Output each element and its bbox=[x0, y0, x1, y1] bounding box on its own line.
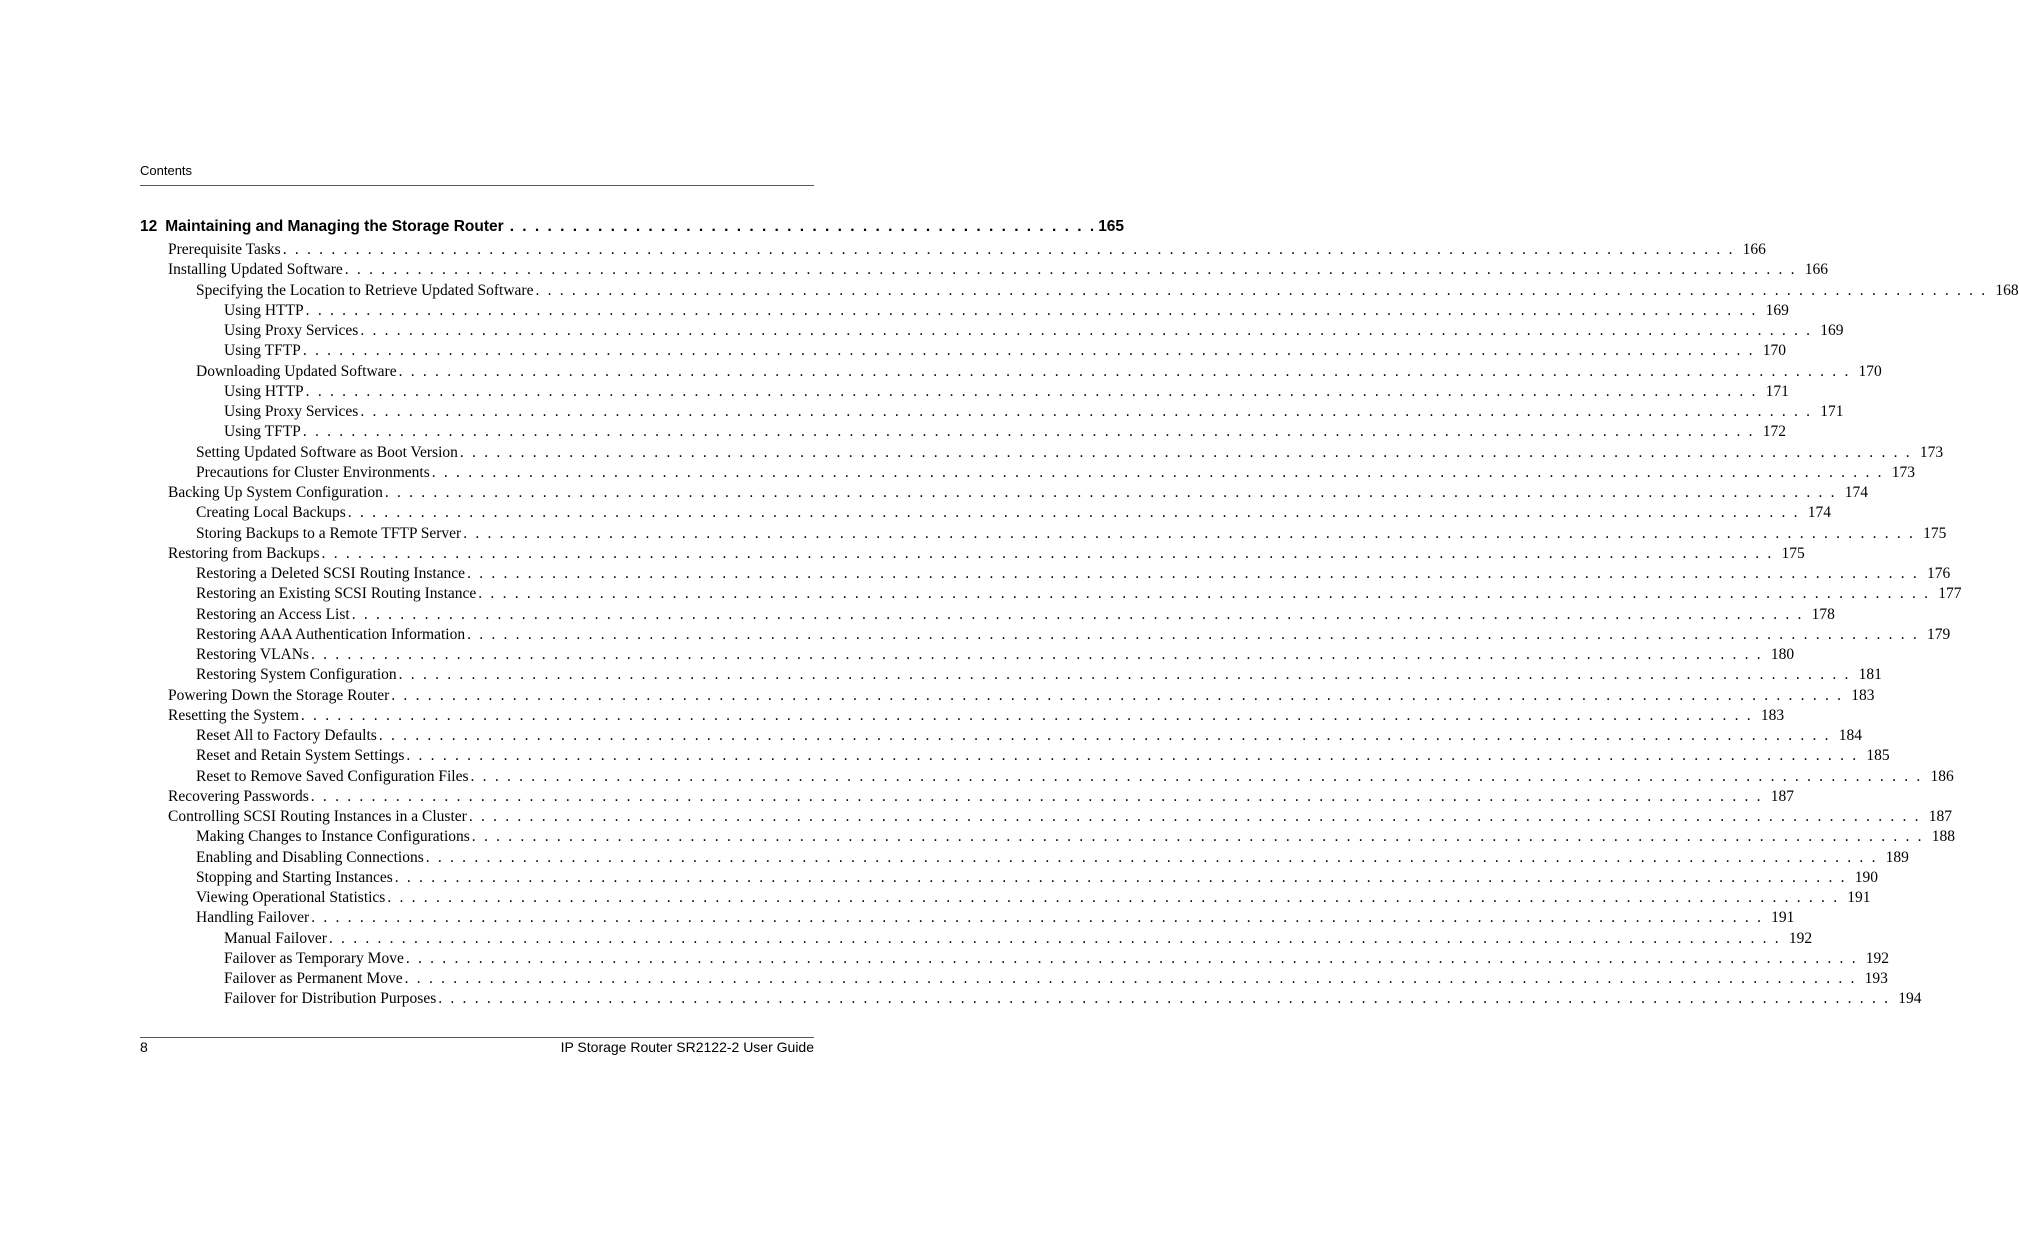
toc-entry[interactable] bbox=[168, 686, 1875, 706]
toc-entry-page: 191 bbox=[1771, 909, 1795, 926]
toc-entry-page: 188 bbox=[1931, 828, 1955, 845]
toc-entry-title: Making Changes to Instance Configurations bbox=[196, 828, 470, 845]
toc-entry-title: Restoring AAA Authentication Information bbox=[196, 626, 466, 643]
toc-entry[interactable] bbox=[196, 463, 1915, 483]
toc-entry-title: Precautions for Cluster Environments bbox=[196, 464, 430, 481]
toc-entry-title: Using HTTP bbox=[224, 302, 304, 319]
toc-entry-page: 187 bbox=[1928, 808, 1952, 825]
dot-leader: . . . . . . . . . . . . . . . . . . . . . . . . . . . . . . . . . . . . . . . . . . . . . . . . . . . . . . . . . . . . . . . . . . . . . . . . . . . . . . . . . . . . . . . . . . . . . . . . . . . . . . . . . . . . . . . . . . . . . . . . bbox=[431, 464, 1884, 481]
toc-entry[interactable] bbox=[168, 787, 1794, 807]
dot-leader: . . . . . . . . . . . . . . . . . . . . . . . . . . . . . . . . . . . . . . . . . . . . . . . . . . . . . . . . . . . . . . . . . . . . . . . . . . . . . . . . . . . . . . . . . . . . . . . . . . . . . . . . . . . . . . . . . . . . . . . . bbox=[398, 666, 1851, 683]
toc-entry-title: Failover as Permanent Move bbox=[224, 970, 403, 987]
toc-entry[interactable] bbox=[168, 706, 1785, 726]
toc-entry-page: 170 bbox=[1858, 363, 1882, 380]
toc-entry-title: Controlling SCSI Routing Instances in a Cluster bbox=[168, 808, 467, 825]
toc-entry[interactable] bbox=[224, 402, 1844, 422]
toc-entry-title: Restoring from Backups bbox=[168, 545, 320, 562]
toc-entry-page: 174 bbox=[1844, 484, 1869, 501]
dot-leader: . . . . . . . . . . . . . . . . . . . . . . . . . . . . . . . . . . . . . . . . . . . . . . . . . . . . . . . . . . . . . . . . . . . . . . . . . . . . . . . . . . . . . . . . . . . . . . . . . . . . . . . . . . . . . . . . . . . . . . . . bbox=[310, 788, 1763, 805]
dot-leader: . . . . . . . . . . . . . . . . . . . . . . . . . . . . . . . . . . . . . . . . . . . . . . . . . . . . . . . . . . . . . . . . . . . . . . . . . . . . . . . . . . . . . . . . . . . . . . . . . . . . . . . . . . . . . . . . . . . . . . . . bbox=[384, 484, 1837, 501]
toc-entry-page: 180 bbox=[1770, 646, 1795, 663]
footer-guide-title: IP Storage Router SR2122-2 User Guide bbox=[560, 1039, 814, 1055]
dot-leader: . . . . . . . . . . . . . . . . . . . . . . . . . . . . . . . . . . . . . . . . . . . . . . . . . . . . . . . . . . . . . . . . . . . . . . . . . . . . . . . . . . . . . . . . . . . . . . . . . . . . . . . . . . . . . . . . . . . . . . . . bbox=[328, 930, 1781, 947]
dot-leader: . . . . . . . . . . . . . . . . . . . . . . . . . . . . . . . . . . . . . . . . . . . . . . . . . . . . . . . . . . . . . . . . . . . . . . . . . . . . . . . . . . . . . . . . . . . . . . . . . . . . . . . . . . . . . . . . . . . . . . . . bbox=[351, 606, 1804, 623]
toc-entry[interactable] bbox=[196, 645, 1795, 665]
dot-leader: . . . . . . . . . . . . . . . . . . . . . . . . . . . . . . . . . . . . . . . . . . . . . . . . . . . . . . . . . . . . . . . . . . . . . . . . . . . . . . . . . . . . . . . . . . . . . . . . . . . . . . . . . . . . . . . . . . . . . . . . bbox=[467, 626, 1920, 643]
header-rule bbox=[140, 185, 814, 186]
chapter-title: Maintaining and Managing the Storage Router bbox=[165, 218, 504, 235]
toc-entry-page: 186 bbox=[1930, 768, 1954, 785]
toc-entry[interactable] bbox=[196, 605, 1835, 625]
dot-leader: . . . . . . . . . . . . . . . . . . . . . . . . . . . . . . . . . . . . . . . . . . . . . . . . . . . . . . . . . . . . . . . . . . . . . . . . . . . . . . . . . . . . . . . . . . . . . . . . . . . . . . . . . . . . . . . . . . . . . . . . bbox=[344, 261, 1797, 278]
toc-entry-page: 172 bbox=[1762, 423, 1786, 440]
toc-entry[interactable] bbox=[196, 281, 2019, 301]
toc-entry[interactable] bbox=[196, 827, 1955, 847]
dot-leader: . . . . . . . . . . . . . . . . . . . . . . . . . . . . . . . . . . . . . . . . . . . . . . . . . . . . . . . . . . . . . . . . . . . . . . . . . . . . . . . . . . . . . . . . . . . . . . . . . . . . . . . . . . . . . . . . . . . . . . . . bbox=[406, 747, 1859, 764]
dot-leader: . . . . . . . . . . . . . . . . . . . . . . . . . . . . . . . . . . . . . . . . . . . . . . . . . . . . . . . . . . . . . . . . . . . . . . . . . . . . . . . . . . . . . . . . . . . . . . . . . . . . . . . . . . . . . . . . . . . . . . . . bbox=[398, 363, 1851, 380]
toc-entry-title: Restoring an Access List bbox=[196, 606, 350, 623]
footer-page-number: 8 bbox=[140, 1039, 148, 1055]
toc-entry[interactable] bbox=[196, 767, 1954, 787]
toc-entry-title: Restoring System Configuration bbox=[196, 666, 397, 683]
dot-leader: . . . . . . . . . . . . . . . . . . . . . . . . . . . . . . . . . . . . . . . . . . . . . . . . . . . . . . . . . . . . . . . . . . . . . . . . . . . . . . . . . . . . . . . . . . . . . . . . . . . . . . . . . . . . . . . . . . . . . . . . bbox=[305, 302, 1758, 319]
toc-entry-page: 170 bbox=[1762, 342, 1786, 359]
toc-entry-title: Restoring an Existing SCSI Routing Instance bbox=[196, 585, 477, 602]
toc-entry[interactable] bbox=[168, 807, 1952, 827]
toc-entry-title: Backing Up System Configuration bbox=[168, 484, 383, 501]
toc-entry[interactable] bbox=[168, 240, 1766, 260]
toc-entry-title: Resetting the System bbox=[168, 707, 299, 724]
toc-entry-title: Reset All to Factory Defaults bbox=[196, 727, 377, 744]
toc-entry-title: Using TFTP bbox=[224, 342, 301, 359]
dot-leader: . . . . . . . . . . . . . . . . . . . . . . . . . . . . . . . . . . . . . . . . . . . . . . . . . . . . . . . . . . . . . . . . . . . . . . . . . . . . . . . . . . . . . . . . . . . . . . . . . . . . . . . . . . . . . . . . . . . . . . . . bbox=[478, 585, 1931, 602]
footer-rule bbox=[140, 1037, 814, 1038]
toc-entry[interactable] bbox=[196, 726, 1862, 746]
toc-entry-page: 183 bbox=[1760, 707, 1785, 724]
toc-entry[interactable] bbox=[196, 908, 1795, 928]
dot-leader: . . . . . . . . . . . . . . . . . . . . . . . . . . . . . . . . . . . . . . . . . . . . . . . . . . . . . . . . . . . . . . . . . . . . . . . . . . . . . . . . . . . . . . . . . . . . . . . . . . . . . . . . . . . . . . . . . . . . . . . . bbox=[470, 768, 1923, 785]
toc-entry-page: 181 bbox=[1858, 666, 1882, 683]
toc-entry-title: Creating Local Backups bbox=[196, 504, 346, 521]
dot-leader: . . . . . . . . . . . . . . . . . . . . . . . . . . . . . . . . . . . . . . . . . . . . . . . . . . . . . . . . . . . . . . . . . . . . . . . . . . . . . . . . . . . . . . . . . . . . . . . . . . . . . . . . . . . . . . . . . . . . . . . . bbox=[404, 970, 1857, 987]
toc-entry[interactable] bbox=[196, 524, 1947, 544]
toc-entry-page: 192 bbox=[1865, 950, 1890, 967]
toc-entry-page: 173 bbox=[1891, 464, 1915, 481]
dot-leader: . . . . . . . . . . . . . . . . . . . . . . . . . . . . . . . . . . . . . . . . . . . . . . . . . . . . . . . . . . . . . . . . . . . . . . . . . . . . . . . . . . . . . . . . . . . . . . . . . . . . . . . . . . . . . . . . . . . . . . . . bbox=[463, 525, 1916, 542]
dot-leader: . . . . . . . . . . . . . . . . . . . . . . . . . . . . . . . . . . . . . . . . . . . . . . . . . . . . . . . . . . . . . . . . . . . . . . . . . . . . . . . . . . . . . . . . . . . . . . . . . . . . . . . . . . . . . . . . . . . . . . . . bbox=[300, 707, 1753, 724]
toc-entry[interactable] bbox=[168, 260, 1828, 280]
toc-entry[interactable] bbox=[224, 321, 1844, 341]
toc-entry-page: 183 bbox=[1851, 687, 1875, 704]
toc-entry-title: Handling Failover bbox=[196, 909, 310, 926]
toc-entry-title: Powering Down the Storage Router bbox=[168, 687, 390, 704]
dot-leader: . . . . . . . . . . . . . . . . . . . . . . . . . . . . . . . . . . . . . . . . . . . . . . . . . . . . . . . . . . . . . . . . . . . . . . . . . . . . . . . . . . . . . . . . . . . . . . . . . . . . . . . . . . . . . . . . . . . . . . . . bbox=[302, 342, 1755, 359]
dot-leader: . . . . . . . . . . . . . . . . . . . . . . . . . . . . . . . . . . . . . . . . . . . . . . . . . . . . . . . . . . . . . . . . . . . . . . . . . . . . . . . . . . . . . . . . . . . . . . . . . . . . . . . . . . . . . . . . . . . . . . . . bbox=[305, 383, 1758, 400]
toc-entry[interactable] bbox=[196, 625, 1951, 645]
toc-entry[interactable] bbox=[168, 544, 1805, 564]
dot-leader: . . . . . . . . . . . . . . . . . . . . . . . . . . . . . . . . . . . . . . . . . . . . . . . . . . . . . . . . . . . . . . . . . . . . . . . . . . . . . . . . . . . . . . . . . . . . . . . . . . . . . . . . . . . . . . . . . . . . . . . . bbox=[438, 990, 1891, 1007]
dot-leader: . . . . . . . . . . . . . . . . . . . . . . . . . . . . . . . . . . . . . . . . . . . . . . . . . . . . . . . . . . . . . . . . . . . . . . . . . . . . . . . . . . . . . . . . . . . . . . . . . . . . . . . . . . . . . . . . . . . . . . . . bbox=[459, 444, 1912, 461]
toc-entry-page: 171 bbox=[1765, 383, 1789, 400]
dot-leader: . . . . . . . . . . . . . . . . . . . . . . . . . . . . . . . . . . . . . . . . . . . . . . . bbox=[509, 218, 1097, 235]
toc-entry-page: 194 bbox=[1898, 990, 1922, 1007]
toc-entry-page: 187 bbox=[1770, 788, 1794, 805]
dot-leader: . . . . . . . . . . . . . . . . . . . . . . . . . . . . . . . . . . . . . . . . . . . . . . . . . . . . . . . . . . . . . . . . . . . . . . . . . . . . . . . . . . . . . . . . . . . . . . . . . . . . . . . . . . . . . . . . . . . . . . . . bbox=[321, 545, 1774, 562]
toc-entry-title: Using Proxy Services bbox=[224, 322, 359, 339]
toc-entry-page: 166 bbox=[1742, 241, 1766, 258]
toc-entry-page: 176 bbox=[1927, 565, 1951, 582]
toc-entry[interactable] bbox=[224, 989, 1922, 1009]
dot-leader: . . . . . . . . . . . . . . . . . . . . . . . . . . . . . . . . . . . . . . . . . . . . . . . . . . . . . . . . . . . . . . . . . . . . . . . . . . . . . . . . . . . . . . . . . . . . . . . . . . . . . . . . . . . . . . . . . . . . . . . . bbox=[394, 869, 1847, 886]
toc-entry-title: Recovering Passwords bbox=[168, 788, 309, 805]
toc-entry[interactable] bbox=[196, 888, 1871, 908]
chapter-page: 165 bbox=[1098, 218, 1125, 235]
toc-entry-title: Using HTTP bbox=[224, 383, 304, 400]
dot-leader: . . . . . . . . . . . . . . . . . . . . . . . . . . . . . . . . . . . . . . . . . . . . . . . . . . . . . . . . . . . . . . . . . . . . . . . . . . . . . . . . . . . . . . . . . . . . . . . . . . . . . . . . . . . . . . . . . . . . . . . . bbox=[468, 808, 1921, 825]
toc-entry-title: Restoring VLANs bbox=[196, 646, 309, 663]
toc-entry-page: 175 bbox=[1781, 545, 1805, 562]
toc-entry[interactable] bbox=[224, 929, 1813, 949]
toc-entry-title: Using TFTP bbox=[224, 423, 301, 440]
toc-entry[interactable] bbox=[196, 584, 1962, 604]
toc-entry-title: Downloading Updated Software bbox=[196, 363, 397, 380]
toc-entry-page: 179 bbox=[1927, 626, 1951, 643]
toc-entry-page: 190 bbox=[1854, 869, 1878, 886]
dot-leader: . . . . . . . . . . . . . . . . . . . . . . . . . . . . . . . . . . . . . . . . . . . . . . . . . . . . . . . . . . . . . . . . . . . . . . . . . . . . . . . . . . . . . . . . . . . . . . . . . . . . . . . . . . . . . . . . . . . . . . . . bbox=[387, 889, 1840, 906]
toc-entry-page: 169 bbox=[1765, 302, 1789, 319]
toc-entry-page: 178 bbox=[1811, 606, 1835, 623]
toc-entry-page: 175 bbox=[1923, 525, 1947, 542]
toc-entry-title: Storing Backups to a Remote TFTP Server bbox=[196, 525, 462, 542]
chapter-entry[interactable] bbox=[140, 218, 1125, 240]
dot-leader: . . . . . . . . . . . . . . . . . . . . . . . . . . . . . . . . . . . . . . . . . . . . . . . . . . . . . . . . . . . . . . . . . . . . . . . . . . . . . . . . . . . . . . . . . . . . . . . . . . . . . . . . . . . . . . . . . . . . . . . . bbox=[378, 727, 1831, 744]
toc-entry-page: 184 bbox=[1838, 727, 1862, 744]
toc-entry-title: Using Proxy Services bbox=[224, 403, 359, 420]
toc-entry-page: 168 bbox=[1995, 282, 2019, 299]
toc-entry[interactable] bbox=[224, 301, 1789, 321]
dot-leader: . . . . . . . . . . . . . . . . . . . . . . . . . . . . . . . . . . . . . . . . . . . . . . . . . . . . . . . . . . . . . . . . . . . . . . . . . . . . . . . . . . . . . . . . . . . . . . . . . . . . . . . . . . . . . . . . . . . . . . . . bbox=[347, 504, 1800, 521]
toc-entry[interactable] bbox=[196, 848, 1909, 868]
toc-entry[interactable] bbox=[196, 362, 1882, 382]
toc-entry-title: Reset to Remove Saved Configuration Files bbox=[196, 768, 469, 785]
dot-leader: . . . . . . . . . . . . . . . . . . . . . . . . . . . . . . . . . . . . . . . . . . . . . . . . . . . . . . . . . . . . . . . . . . . . . . . . . . . . . . . . . . . . . . . . . . . . . . . . . . . . . . . . . . . . . . . . . . . . . . . . bbox=[282, 241, 1735, 258]
dot-leader: . . . . . . . . . . . . . . . . . . . . . . . . . . . . . . . . . . . . . . . . . . . . . . . . . . . . . . . . . . . . . . . . . . . . . . . . . . . . . . . . . . . . . . . . . . . . . . . . . . . . . . . . . . . . . . . . . . . . . . . . bbox=[467, 565, 1919, 582]
toc-entry-title: Setting Updated Software as Boot Version bbox=[196, 444, 458, 461]
dot-leader: . . . . . . . . . . . . . . . . . . . . . . . . . . . . . . . . . . . . . . . . . . . . . . . . . . . . . . . . . . . . . . . . . . . . . . . . . . . . . . . . . . . . . . . . . . . . . . . . . . . . . . . . . . . . . . . . . . . . . . . . bbox=[391, 687, 1844, 704]
toc-entry-page: 173 bbox=[1919, 444, 1944, 461]
chapter-number: 12 bbox=[140, 218, 158, 235]
toc-entry[interactable] bbox=[196, 564, 1951, 584]
toc-entry-page: 189 bbox=[1885, 849, 1909, 866]
toc-entry[interactable] bbox=[196, 443, 1944, 463]
toc-entry-page: 177 bbox=[1938, 585, 1962, 602]
toc-entry-page: 174 bbox=[1807, 504, 1831, 521]
toc-entry-title: Failover for Distribution Purposes bbox=[224, 990, 437, 1007]
toc-entry[interactable] bbox=[196, 503, 1831, 523]
toc-entry[interactable] bbox=[196, 746, 1890, 766]
dot-leader: . . . . . . . . . . . . . . . . . . . . . . . . . . . . . . . . . . . . . . . . . . . . . . . . . . . . . . . . . . . . . . . . . . . . . . . . . . . . . . . . . . . . . . . . . . . . . . . . . . . . . . . . . . . . . . . . . . . . . . . . bbox=[425, 849, 1878, 866]
dot-leader: . . . . . . . . . . . . . . . . . . . . . . . . . . . . . . . . . . . . . . . . . . . . . . . . . . . . . . . . . . . . . . . . . . . . . . . . . . . . . . . . . . . . . . . . . . . . . . . . . . . . . . . . . . . . . . . . . . . . . . . . bbox=[405, 950, 1858, 967]
toc-entry-title: Installing Updated Software bbox=[168, 261, 343, 278]
toc-entry-title: Failover as Temporary Move bbox=[224, 950, 404, 967]
toc-entry-page: 192 bbox=[1788, 930, 1813, 947]
toc-entry-page: 171 bbox=[1820, 403, 1844, 420]
toc-entry[interactable] bbox=[224, 969, 1888, 989]
dot-leader: . . . . . . . . . . . . . . . . . . . . . . . . . . . . . . . . . . . . . . . . . . . . . . . . . . . . . . . . . . . . . . . . . . . . . . . . . . . . . . . . . . . . . . . . . . . . . . . . . . . . . . . . . . . . . . . . . . . . . . . . bbox=[310, 646, 1763, 663]
toc-entry[interactable] bbox=[224, 341, 1786, 361]
toc-entry-page: 185 bbox=[1866, 747, 1890, 764]
dot-leader: . . . . . . . . . . . . . . . . . . . . . . . . . . . . . . . . . . . . . . . . . . . . . . . . . . . . . . . . . . . . . . . . . . . . . . . . . . . . . . . . . . . . . . . . . . . . . . . . . . . . . . . . . . . . . . . . . . . . . . . . bbox=[302, 423, 1755, 440]
toc-entry[interactable] bbox=[196, 665, 1882, 685]
toc-entry-title: Specifying the Location to Retrieve Updated Software bbox=[196, 282, 534, 299]
toc-entry[interactable] bbox=[224, 422, 1786, 442]
toc-entry-page: 169 bbox=[1820, 322, 1844, 339]
dot-leader: . . . . . . . . . . . . . . . . . . . . . . . . . . . . . . . . . . . . . . . . . . . . . . . . . . . . . . . . . . . . . . . . . . . . . . . . . . . . . . . . . . . . . . . . . . . . . . . . . . . . . . . . . . . . . . . . . . . . . . . . bbox=[535, 282, 1988, 299]
toc-entry[interactable] bbox=[224, 382, 1789, 402]
dot-leader: . . . . . . . . . . . . . . . . . . . . . . . . . . . . . . . . . . . . . . . . . . . . . . . . . . . . . . . . . . . . . . . . . . . . . . . . . . . . . . . . . . . . . . . . . . . . . . . . . . . . . . . . . . . . . . . . . . . . . . . . bbox=[311, 909, 1764, 926]
toc-entry-title: Stopping and Starting Instances bbox=[196, 869, 393, 886]
toc-entry-title: Restoring a Deleted SCSI Routing Instance bbox=[196, 565, 466, 582]
toc-entry-page: 193 bbox=[1864, 970, 1888, 987]
toc-entry-page: 191 bbox=[1847, 889, 1871, 906]
toc-entry-title: Reset and Retain System Settings bbox=[196, 747, 405, 764]
dot-leader: . . . . . . . . . . . . . . . . . . . . . . . . . . . . . . . . . . . . . . . . . . . . . . . . . . . . . . . . . . . . . . . . . . . . . . . . . . . . . . . . . . . . . . . . . . . . . . . . . . . . . . . . . . . . . . . . . . . . . . . . bbox=[471, 828, 1924, 845]
toc-entry[interactable] bbox=[196, 868, 1878, 888]
dot-leader: . . . . . . . . . . . . . . . . . . . . . . . . . . . . . . . . . . . . . . . . . . . . . . . . . . . . . . . . . . . . . . . . . . . . . . . . . . . . . . . . . . . . . . . . . . . . . . . . . . . . . . . . . . . . . . . . . . . . . . . . bbox=[360, 403, 1813, 420]
toc-entry-title: Enabling and Disabling Connections bbox=[196, 849, 424, 866]
toc-entry-title: Manual Failover bbox=[224, 930, 327, 947]
toc-entry-title: Prerequisite Tasks bbox=[168, 241, 281, 258]
toc-entry[interactable] bbox=[168, 483, 1869, 503]
toc-entry[interactable] bbox=[224, 949, 1890, 969]
toc-entry-title: Viewing Operational Statistics bbox=[196, 889, 386, 906]
dot-leader: . . . . . . . . . . . . . . . . . . . . . . . . . . . . . . . . . . . . . . . . . . . . . . . . . . . . . . . . . . . . . . . . . . . . . . . . . . . . . . . . . . . . . . . . . . . . . . . . . . . . . . . . . . . . . . . . . . . . . . . . bbox=[360, 322, 1813, 339]
running-header: Contents bbox=[140, 163, 193, 178]
toc-entry-page: 166 bbox=[1804, 261, 1828, 278]
